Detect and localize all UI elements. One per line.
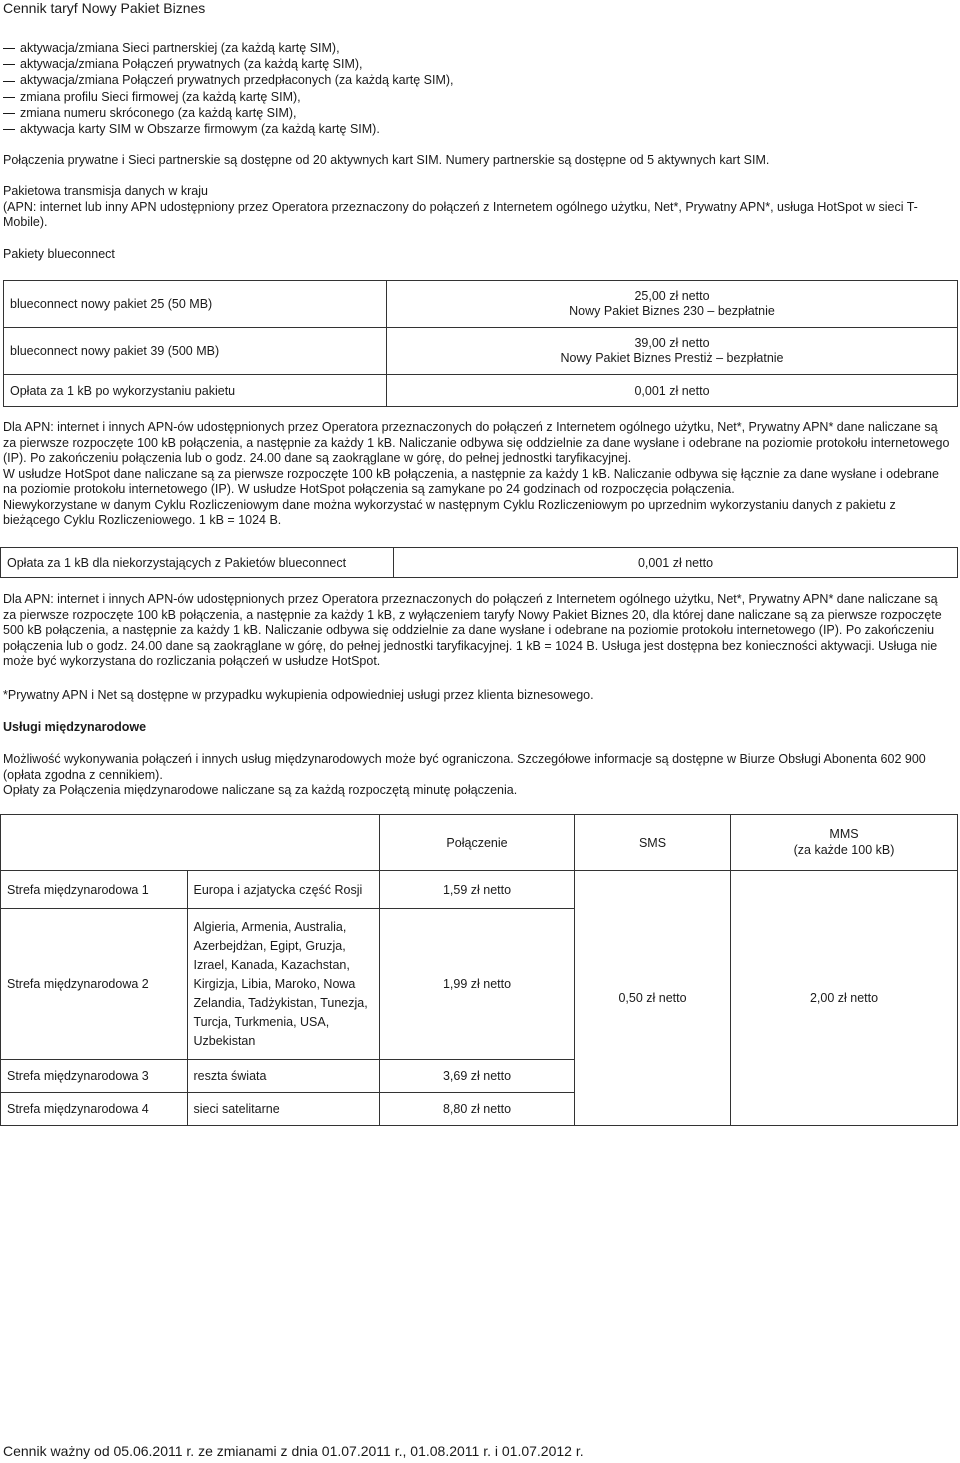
intl-note-1: Możliwość wykonywania połączeń i innych usług międzynarodowych może być ograniczona. Szczegółowe informacje są dostępne w Biurze Obsługi Abonenta 602 900 (opłata zgodna z cennikiem). [3,752,926,782]
zone-name: Strefa międzynarodowa 4 [1,1093,188,1126]
packet-note: Nowy Pakiet Biznes 230 – bezpłatnie [569,304,775,318]
data-transfer-heading: Pakietowa transmisja danych w kraju [3,184,208,198]
table-row [1,871,958,909]
packets-heading: Pakiety blueconnect [3,247,115,261]
zone-countries: reszta świata [187,1060,380,1093]
list-item: aktywacja/zmiana Połączeń prywatnych przedpłaconych (za każdą kartę SIM), [3,72,454,88]
zone-name: Strefa międzynarodowa 1 [1,871,188,909]
billing-paragraphs [3,420,953,529]
packet-name: blueconnect nowy pakiet 25 (50 MB) [4,281,387,328]
table-row [4,328,958,375]
zone-countries: sieci satelitarne [187,1093,380,1126]
nonpacket-label: Opłata za 1 kB dla niekorzystających z Pakietów blueconnect [1,548,394,578]
sms-price: 0,50 zł netto [575,871,731,1126]
mms-price: 2,00 zł netto [731,871,958,1126]
dash-bullet [3,64,15,65]
packet-price: 39,00 zł netto [634,335,710,350]
col-header-mms [731,815,958,871]
intl-notes [3,752,953,799]
list-item: aktywacja karty SIM w Obszarze firmowym (za każdą kartę SIM). [3,121,454,137]
call-price: 1,59 zł netto [380,871,575,909]
zone-countries: Europa i azjatycka część Rosji [187,871,380,909]
zone-countries: Algieria, Armenia, Australia, Azerbejdżan, Egipt, Gruzja, Izrael, Kanada, Kazachstan, Kirgizja, Libia, Maroko, Nowa Zelandia, Tadżykistan, Tunezja, Turcja, Turkmenia, USA, Uzbekistan [187,909,380,1060]
dash-bullet [3,97,15,98]
dash-bullet [3,113,15,114]
call-price: 8,80 zł netto [380,1093,575,1126]
table-row [4,375,958,407]
billing-paragraph-4: Dla APN: internet i innych APN-ów udostępnionych przez Operatora przeznaczonych do połączeń z Internetem ogólnego użytku, Net*, Prywatny APN* dane naliczane są za pierwsze rozpoczęte 100 kB połączenia, a następnie za każdy 1 kB, z wyłączeniem taryfy Nowy Pakiet Biznes 20, dla której dane naliczane są za pierwsze rozpoczęte 500 kB połączenia, a następnie za każdy 1 kB. Naliczanie odbywa się oddzielnie za dane wysłane i odebrane na poziomie protokołu internetowego (IP). Po zakończeniu połączenia lub o godz. 24.00 dane są zaokrąglane w górę, do pełnej jednostki taryfikacyjnej. 1 kB = 1024 B. Usługa jest dostępna bez konieczności aktywacji. Usługa nie może być wykorzystana do rozliczania połączeń w usłudze HotSpot. [3,592,942,668]
intl-table [0,814,958,1126]
packet-price-cell [387,328,958,375]
zone-name: Strefa międzynarodowa 3 [1,1060,188,1093]
list-item: aktywacja/zmiana Połączeń prywatnych (za każdą kartę SIM), [3,56,454,72]
table-row [1,548,958,578]
list-item: zmiana profilu Sieci firmowej (za każdą kartę SIM), [3,89,454,105]
nonpacket-table [0,547,958,578]
apn-note: (APN: internet lub inny APN udostępniony przez Operatora przeznaczony do połączeń z Internetem ogólnego użytku, Net*, Prywatny APN*, usługa HotSpot w sieci T-Mobile). [3,199,918,229]
zone-name: Strefa międzynarodowa 2 [1,909,188,1060]
col-header-call: Połączenie [380,815,575,871]
validity-footer: Cennik ważny od 05.06.2011 r. ze zmianami z dnia 01.07.2011 r., 01.08.2011 r. i 01.07.2012 r. [3,1443,584,1459]
packet-name: Opłata za 1 kB po wykorzystaniu pakietu [4,375,387,407]
data-transfer-section [3,184,953,231]
billing-paragraph-2: W usłudze HotSpot dane naliczane są za pierwsze rozpoczęte 100 kB połączenia, a następnie za każdy 1 kB. Naliczanie odbywa się łącznie za dane wysłane i odebrane na poziomie protokołu internetowego (IP). W usłudze HotSpot połączenia są zamykane po 24 godzinach od rozpoczęcia połączenia. [3,466,939,496]
col-header-sms: SMS [575,815,731,871]
table-row [4,281,958,328]
packets-table [3,280,958,407]
dash-bullet [3,81,15,82]
list-item: zmiana numeru skróconego (za każdą kartę SIM), [3,105,454,121]
dash-bullet [3,48,15,49]
call-price: 1,99 zł netto [380,909,575,1060]
packet-price: 25,00 zł netto [634,288,710,303]
header-empty-cell [1,815,188,871]
dash-bullet [3,129,15,130]
col-header-mms-title: MMS [829,827,859,841]
billing-paragraph-1: Dla APN: internet i innych APN-ów udostępnionych przez Operatora przeznaczonych do połączeń z Internetem ogólnego użytku, Net*, Prywatny APN* dane naliczane są za pierwsze rozpoczęte 100 kB połączenia, a następnie za każdy 1 kB. Naliczanie odbywa się oddzielnie za dane wysłane i odebrane na poziomie protokołu internetowego (IP). Po zakończeniu połączenia lub o godz. 24.00 dane są zaokrąglane w górę, do pełnej jednostki taryfikacyjnej. [3,420,950,465]
header-empty-cell [187,815,380,871]
list-item: aktywacja/zmiana Sieci partnerskiej (za każdą kartę SIM), [3,40,454,56]
call-price: 3,69 zł netto [380,1060,575,1093]
intl-heading: Usługi międzynarodowe [3,720,147,734]
availability-paragraph: Połączenia prywatne i Sieci partnerskie są dostępne od 20 aktywnych kart SIM. Numery partnerskie są dostępne od 5 aktywnych kart SIM. [3,153,770,167]
nonpacket-price: 0,001 zł netto [394,548,958,578]
packet-price: 0,001 zł netto [387,375,958,407]
table-header-row [1,815,958,871]
intl-note-2: Opłaty za Połączenia międzynarodowe naliczane są za każdą rozpoczętą minutę połączenia. [3,783,518,797]
col-header-mms-unit: (za każde 100 kB) [793,842,895,857]
page-title: Cennik taryf Nowy Pakiet Biznes [3,0,206,16]
footnote: *Prywatny APN i Net są dostępne w przypadku wykupienia odpowiedniej usługi przez klienta biznesowego. [3,688,594,702]
fee-list [3,40,454,137]
billing-paragraph-3: Niewykorzystane w danym Cyklu Rozliczeniowym dane można wykorzystać w następnym Cyklu Rozliczeniowym po uprzednim wykorzystaniu danych z pakietu z bieżącego Cyklu Rozliczeniowego. 1 kB = 1024 B. [3,497,896,527]
packet-name: blueconnect nowy pakiet 39 (500 MB) [4,328,387,375]
packet-price-cell [387,281,958,328]
packet-note: Nowy Pakiet Biznes Prestiż – bezpłatnie [560,351,784,365]
